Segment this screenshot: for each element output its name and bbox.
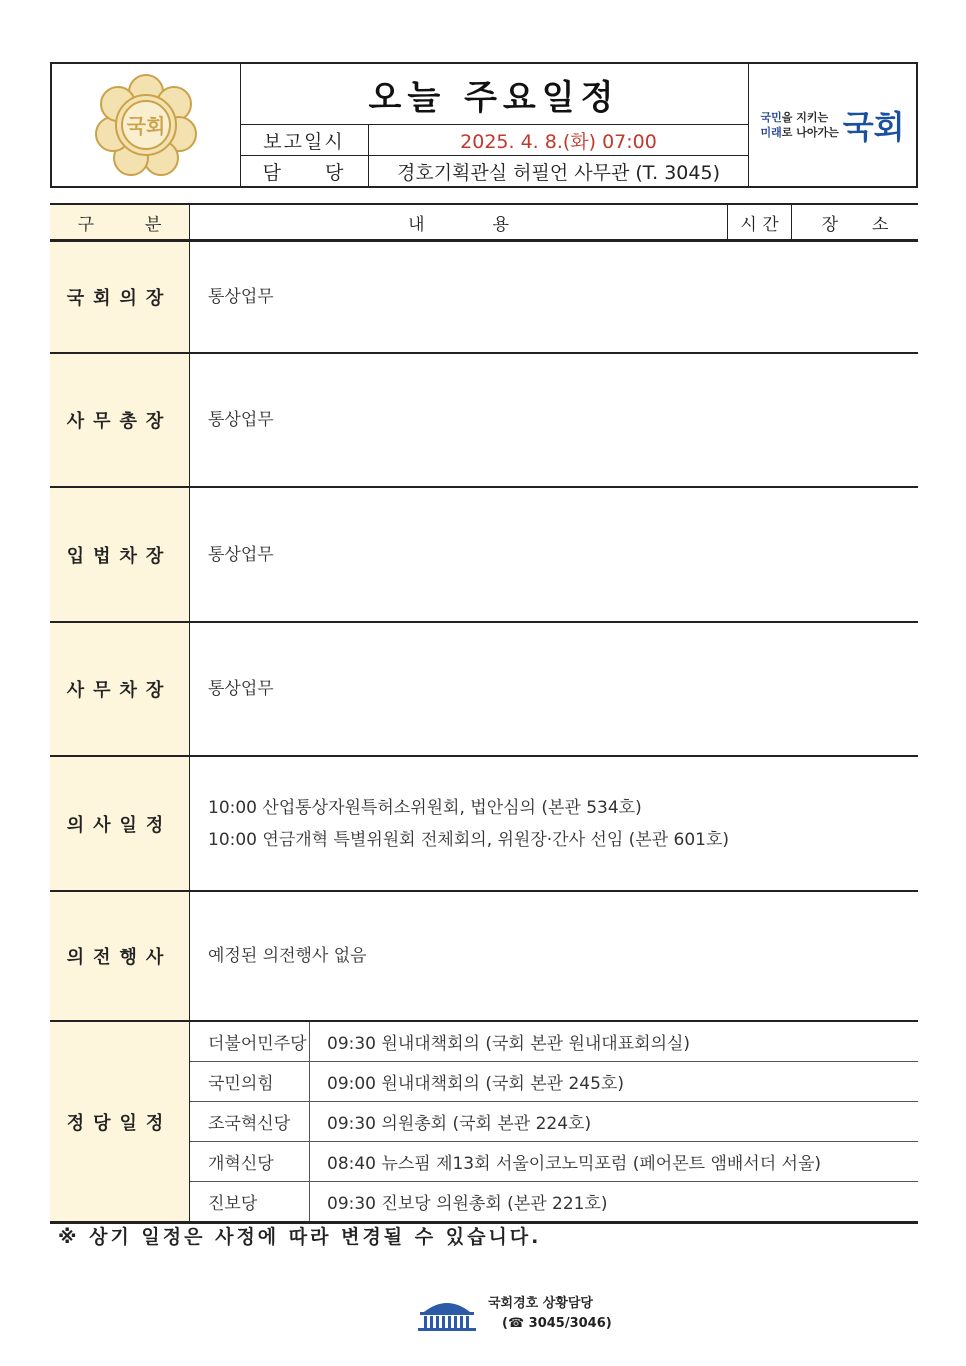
row-label: 사무차장 [50,623,190,755]
slogan-text [760,110,838,140]
manager-row [240,156,748,187]
manager-value: 경호기획관실 허필언 사무관 (T. 3045) [397,162,720,184]
party-item [190,1062,918,1102]
seal-text: 국회 [126,114,166,138]
party-event: 09:30 진보당 의원총회 (본관 221호) [327,1194,608,1214]
row-line: 통상업무 [208,410,274,430]
row-content [190,242,918,352]
schedule-table [50,203,918,1224]
col-category: 구 분 [50,205,190,239]
party-event: 09:30 의원총회 (국회 본관 224호) [327,1114,592,1134]
report-datetime-label: 보고일시 [240,125,369,155]
col-place: 장 소 [792,205,918,239]
footer-org: 국회경호 상황담당 [488,1296,593,1311]
row-line: 10:00 산업통상자원특허소위원회, 법안심의 (본관 534호) [208,797,642,818]
slogan-logo [749,64,916,186]
report-datetime-value: 2025. 4. 8.(화) 07:00 [460,130,657,153]
row-line: 통상업무 [208,679,274,699]
table-header [50,203,918,242]
col-time: 시 간 [728,205,792,239]
report-header [50,62,918,188]
seal-cell [52,64,241,186]
party-event: 08:40 뉴스핌 제13회 서울이코노믹포럼 (페어몬트 앰배서더 서울) [327,1154,822,1174]
slogan-line2-highlight: 미래 [760,126,782,139]
row-content [190,623,918,755]
manager-label: 담 당 [240,156,369,187]
party-name: 더불어민주당 [190,1022,310,1061]
disclaimer-note: ※ 상기 일정은 사정에 따라 변경될 수 있습니다. [58,1226,542,1248]
row-line: 10:00 연금개혁 특별위원회 전체회의, 위원장·간사 선임 (본관 601호) [208,829,730,850]
row-label: 입법차장 [50,488,190,621]
party-item [190,1182,918,1221]
row-content [190,892,918,1020]
row-label: 정당일정 [50,1022,190,1221]
party-list [190,1022,918,1221]
row-content [190,354,918,486]
row-content [190,488,918,621]
party-name: 개혁신당 [190,1142,310,1181]
col-content: 내 용 [190,205,728,239]
footer [416,1294,612,1334]
party-name: 국민의힘 [190,1062,310,1101]
row-content [190,757,918,890]
party-event: 09:00 원내대책회의 (국회 본관 245호) [327,1074,624,1094]
table-row [50,354,918,488]
slogan-line2-rest: 로 나아가는 [781,126,839,139]
title-cell [240,64,749,186]
row-label: 의사일정 [50,757,190,890]
table-row [50,757,918,892]
table-row [50,623,918,757]
party-event: 09:30 원내대책회의 (국회 본관 원내대표회의실) [327,1034,691,1054]
row-line: 통상업무 [208,544,274,565]
slogan-brand: 국회 [842,108,905,146]
national-assembly-seal-icon [91,70,201,180]
row-line: 통상업무 [208,287,274,307]
table-row [50,488,918,623]
page-title: 오늘 주요일정 [240,64,748,125]
party-item [190,1022,918,1062]
party-schedule-row [50,1022,918,1224]
party-name: 진보당 [190,1182,310,1221]
footer-phone: (☎ 3045/3046) [502,1316,612,1331]
row-label: 국회의장 [50,242,190,352]
party-name: 조국혁신당 [190,1102,310,1141]
assembly-building-icon [416,1296,478,1332]
table-row [50,892,918,1022]
row-line: 예정된 의전행사 없음 [208,946,367,966]
party-item [190,1142,918,1182]
row-label: 사무총장 [50,354,190,486]
party-item [190,1102,918,1142]
footer-text [488,1294,612,1334]
report-datetime-row [240,125,748,156]
table-row [50,242,918,354]
slogan-line1-highlight: 국민 [760,111,782,124]
slogan-line1-rest: 을 지키는 [781,111,829,124]
row-label: 의전행사 [50,892,190,1020]
